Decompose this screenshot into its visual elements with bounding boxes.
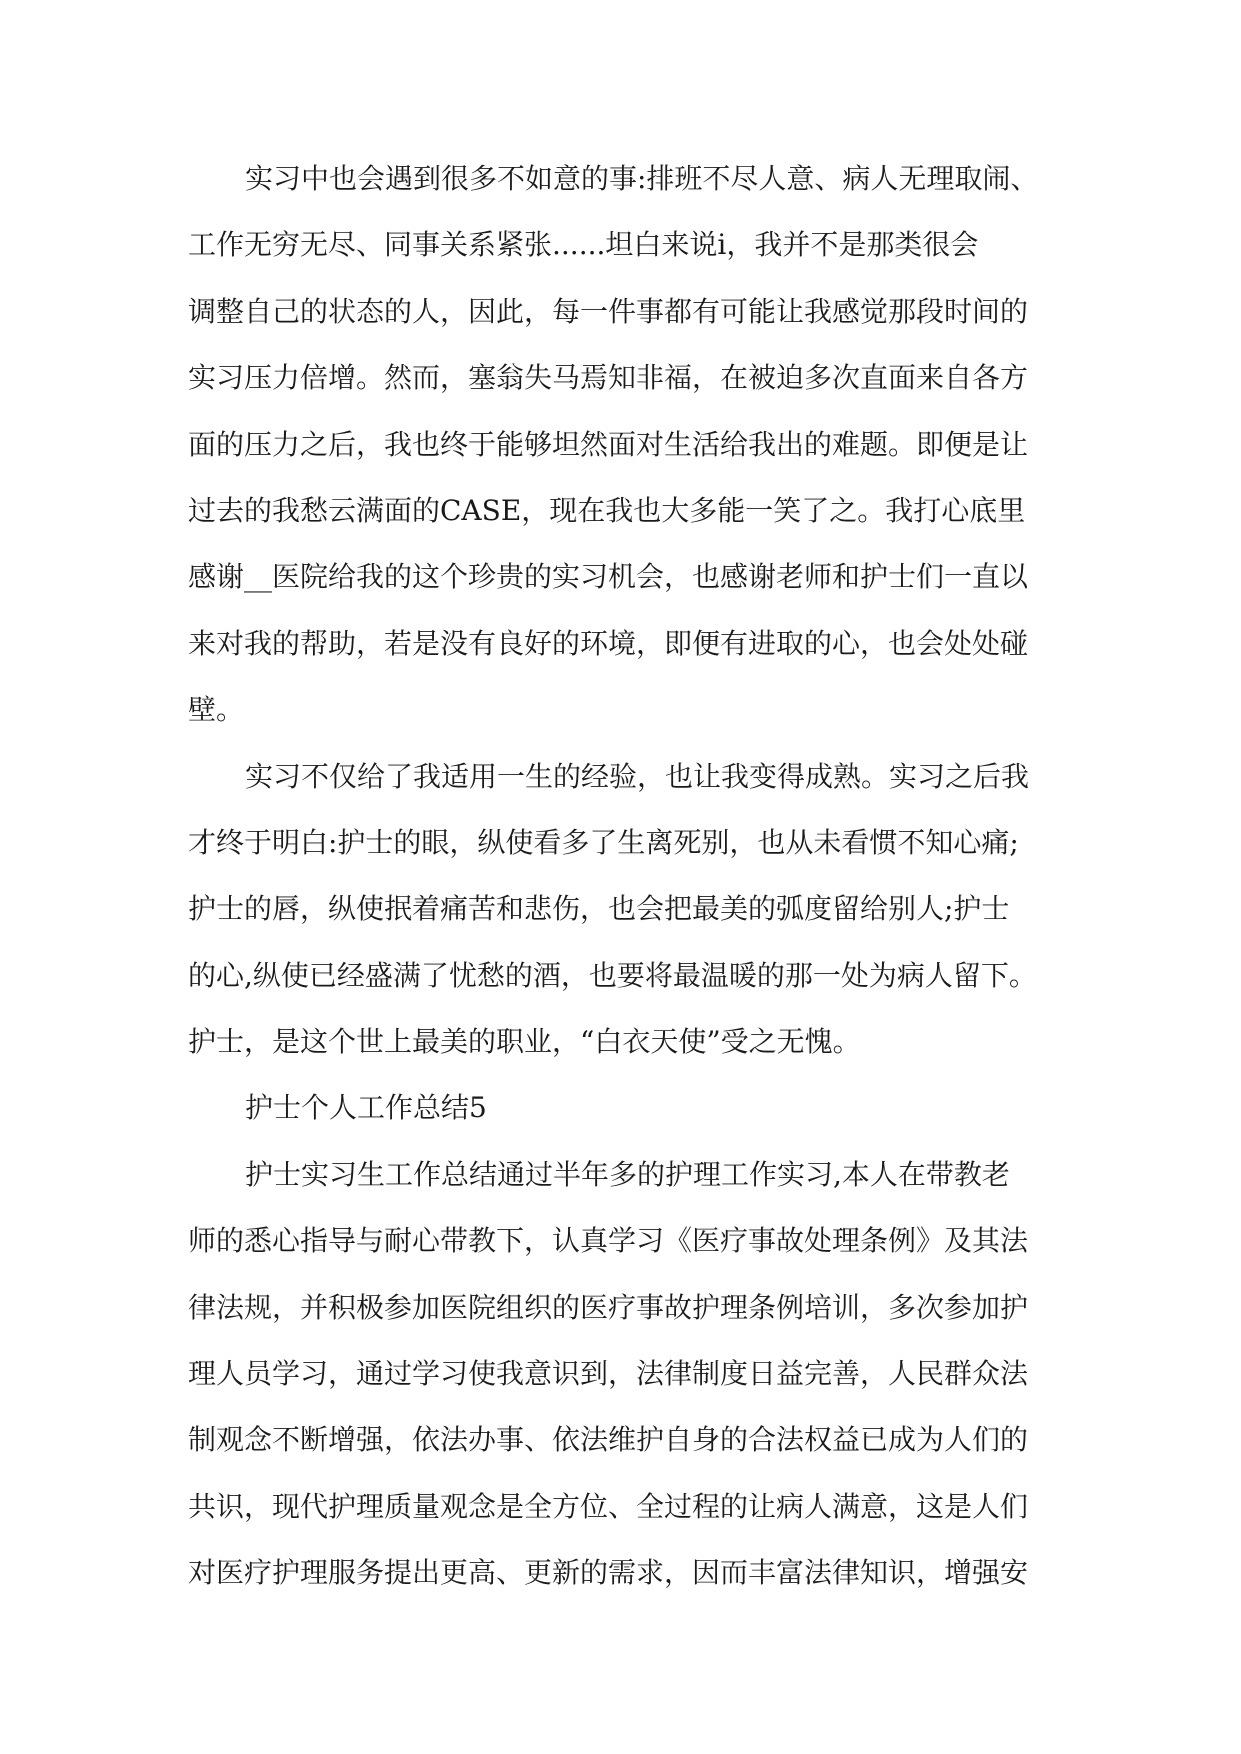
- document-body: [188, 146, 1053, 1607]
- text-line: 感谢__医院给我的这个珍贵的实习机会，也感谢老师和护士们一直以: [188, 560, 1029, 594]
- paragraph-internship-challenges: [188, 146, 1053, 744]
- text-line: 律法规，并积极参加医院组织的医疗事故护理条例培训，多次参加护: [188, 1290, 1029, 1324]
- section-heading-text: 护士个人工作总结5: [245, 1091, 487, 1125]
- text-line: 才终于明白:护士的眼，纵使看多了生离死别，也从未看惯不知心痛;: [188, 825, 1019, 859]
- text-line: 对医疗护理服务提出更高、更新的需求，因而丰富法律知识，增强安: [188, 1556, 1029, 1590]
- text-line: 实习不仅给了我适用一生的经验，也让我变得成熟。实习之后我: [245, 759, 1030, 793]
- text-line: 壁。: [188, 693, 245, 727]
- text-line: 的心,纵使已经盛满了忧愁的酒，也要将最温暖的那一处为病人留下。: [188, 958, 1037, 992]
- paragraph-summary-body: [188, 1142, 1053, 1607]
- text-line: 工作无穷无尽、同事关系紧张......坦白来说i，我并不是那类很会: [188, 228, 979, 262]
- paragraph-nurse-reflection: [188, 744, 1053, 1076]
- text-line: 调整自己的状态的人，因此，每一件事都有可能让我感觉那段时间的: [188, 294, 1029, 328]
- text-line: 护士的唇，纵使抿着痛苦和悲伤，也会把最美的弧度留给别人;护士: [188, 892, 1010, 926]
- text-line: 实习压力倍增。然而，塞翁失马焉知非福，在被迫多次直面来自各方: [188, 361, 1029, 395]
- text-line: 实习中也会遇到很多不如意的事:排班不尽人意、病人无理取闹、: [245, 162, 1039, 195]
- text-line: 来对我的帮助，若是没有良好的环境，即便有进取的心，也会处处碰: [188, 626, 1029, 660]
- text-line: 护士实习生工作总结通过半年多的护理工作实习,本人在带教老: [245, 1157, 1010, 1191]
- text-line: 师的悉心指导与耐心带教下，认真学习《医疗事故处理条例》及其法: [188, 1224, 1029, 1258]
- text-line: 制观念不断增强，依法办事、依法维护自身的合法权益已成为人们的: [188, 1423, 1029, 1457]
- text-line: 护士，是这个世上最美的职业，“白衣天使”受之无愧。: [188, 1025, 861, 1059]
- section-heading: [188, 1075, 1053, 1141]
- text-line: 面的压力之后，我也终于能够坦然面对生活给我出的难题。即便是让: [188, 427, 1029, 461]
- text-line: 共识，现代护理质量观念是全方位、全过程的让病人满意，这是人们: [188, 1489, 1029, 1523]
- text-line: 理人员学习，通过学习使我意识到，法律制度日益完善，人民群众法: [188, 1357, 1029, 1391]
- text-line: 过去的我愁云满面的CASE，现在我也大多能一笑了之。我打心底里: [188, 493, 1026, 527]
